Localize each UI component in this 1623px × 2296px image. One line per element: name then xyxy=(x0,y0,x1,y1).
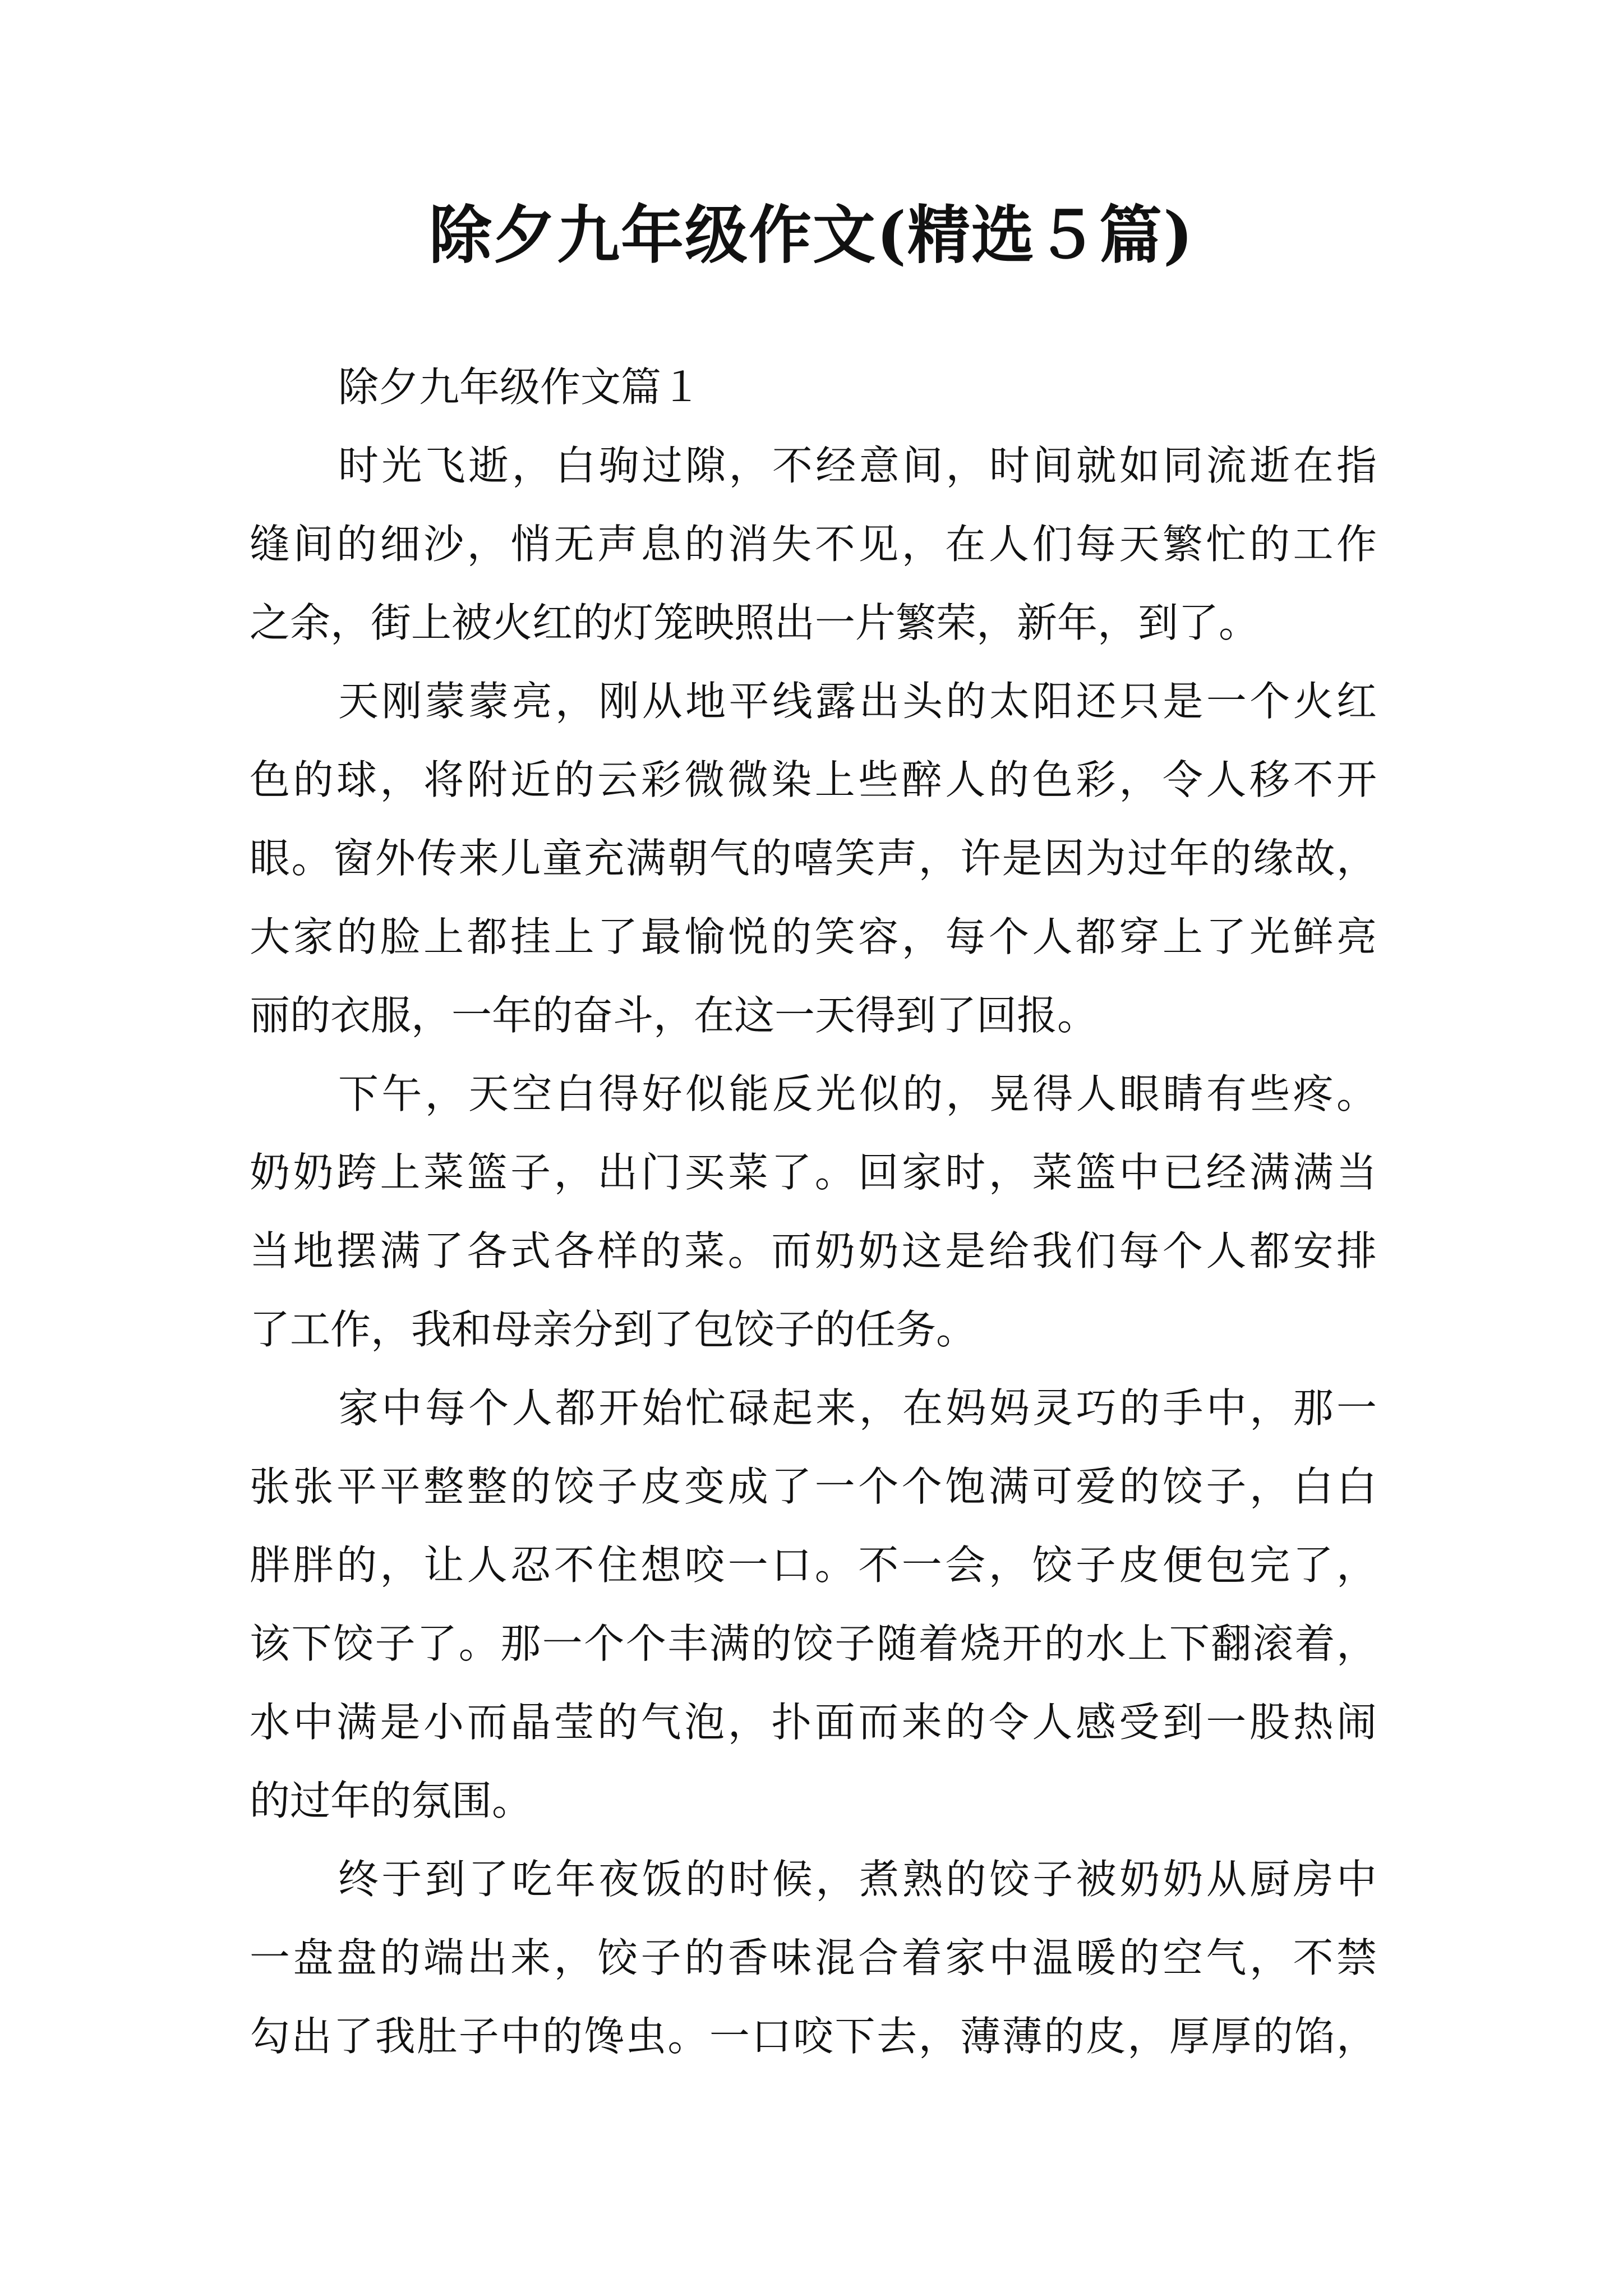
paragraph-line: 的过年的氛围。 xyxy=(250,1777,533,1824)
paragraph-line: 大家的脸上都挂上了最愉悦的笑容，每个人都穿上了光鲜亮 xyxy=(250,913,1377,960)
paragraph-line: 下午，天空白得好似能反光似的，晃得人眼睛有些疼。 xyxy=(338,1070,1377,1117)
paragraph-3 xyxy=(250,1055,1377,1369)
paragraph-line: 色的球，将附近的云彩微微染上些醉人的色彩，令人移不开 xyxy=(250,756,1377,803)
paragraph-line: 家中每个人都开始忙碌起来，在妈妈灵巧的手中，那一 xyxy=(338,1384,1377,1432)
paragraph-line: 天刚蒙蒙亮，刚从地平线露出头的太阳还只是一个火红 xyxy=(338,678,1377,725)
paragraph-1 xyxy=(250,426,1377,662)
paragraph-line: 当地摆满了各式各样的菜。而奶奶这是给我们每个人都安排 xyxy=(250,1227,1377,1274)
paragraph-line: 勾出了我肚子中的馋虫。一口咬下去，薄薄的皮，厚厚的馅， xyxy=(250,2013,1377,2060)
document-title: 除夕九年级作文(精选５篇) xyxy=(429,199,1194,272)
paragraph-line: 水中满是小而晶莹的气泡，扑面而来的令人感受到一股热闹 xyxy=(250,1699,1377,1746)
paragraph-line: 之余，街上被火红的灯笼映照出一片繁荣，新年，到了。 xyxy=(250,599,1260,646)
paragraph-2 xyxy=(250,662,1377,1055)
paragraph-line: 该下饺子了。那一个个丰满的饺子随着烧开的水上下翻滚着， xyxy=(250,1620,1377,1667)
paragraph-line: 丽的衣服，一年的奋斗，在这一天得到了回报。 xyxy=(250,992,1098,1039)
paragraph-line: 眼。窗外传来儿童充满朝气的嘻笑声，许是因为过年的缘故， xyxy=(250,835,1377,882)
paragraph-line: 了工作，我和母亲分到了包饺子的任务。 xyxy=(250,1306,977,1353)
paragraph-line: 缝间的细沙，悄无声息的消失不见，在人们每天繁忙的工作 xyxy=(250,521,1377,568)
paragraph-line: 终于到了吃年夜饭的时候，煮熟的饺子被奶奶从厨房中 xyxy=(338,1856,1377,1903)
paragraph-line: 时光飞逝，白驹过隙，不经意间，时间就如同流逝在指 xyxy=(338,442,1377,489)
section-heading: 除夕九年级作文篇１ xyxy=(338,364,702,411)
paragraph-5 xyxy=(250,1840,1377,2076)
paragraph-4 xyxy=(250,1369,1377,1840)
paragraph-line: 一盘盘的端出来，饺子的香味混合着家中温暖的空气，不禁 xyxy=(250,1934,1377,1981)
paragraph-line: 奶奶跨上菜篮子，出门买菜了。回家时，菜篮中已经满满当 xyxy=(250,1149,1377,1196)
paragraph-line: 张张平平整整的饺子皮变成了一个个饱满可爱的饺子，白白 xyxy=(250,1463,1377,1510)
document-body xyxy=(250,348,1377,2076)
paragraph-line: 胖胖的，让人忍不住想咬一口。不一会，饺子皮便包完了， xyxy=(250,1542,1377,1589)
